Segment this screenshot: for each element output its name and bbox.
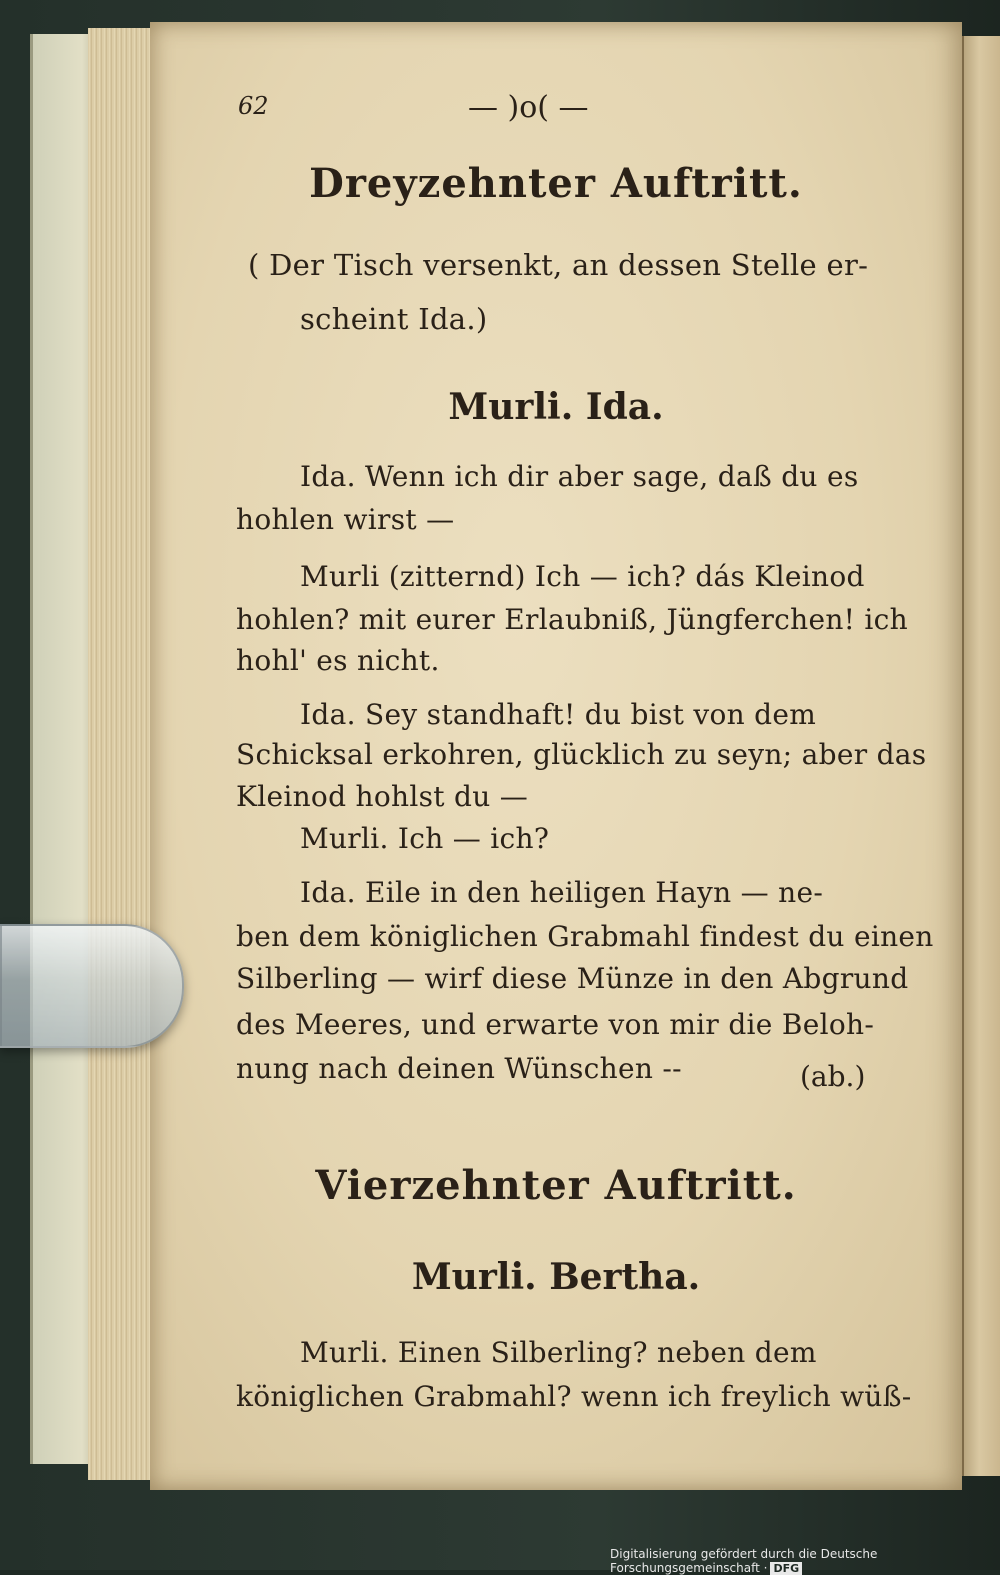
digitization-credit xyxy=(610,1547,998,1575)
text-line: Schicksal erkohren, glücklich zu seyn; aber das xyxy=(236,738,927,771)
page-number: 62 xyxy=(238,92,269,120)
credit-text: Digitalisierung gefördert durch die Deutsche Forschungsgemeinschaft · xyxy=(610,1547,878,1575)
text-line: Murli. Einen Silberling? neben dem xyxy=(300,1336,817,1369)
running-head: — )o( — xyxy=(468,90,589,125)
facing-page-edge xyxy=(962,36,1000,1476)
text-line: hohlen? mit eurer Erlaubniß, Jüngferchen! ich xyxy=(236,603,908,636)
text-line: Murli (zitternd) Ich — ich? dás Kleinod xyxy=(300,560,865,593)
text-line: ben dem königlichen Grabmahl findest du einen xyxy=(236,920,934,953)
page-holder-clip xyxy=(0,924,184,1048)
text-line: Ida. Sey standhaft! du bist von dem xyxy=(300,698,817,731)
scene-heading-13: Dreyzehnter Auftritt. xyxy=(309,160,803,207)
text-line: Murli. Ich — ich? xyxy=(300,822,550,855)
scene-heading-14: Vierzehnter Auftritt. xyxy=(315,1162,797,1209)
text-line: Silberling — wirf diese Münze in den Abgrund xyxy=(236,962,909,995)
text-line: des Meeres, und erwarte von mir die Beloh- xyxy=(236,1008,875,1041)
text-line: Ida. Eile in den heiligen Hayn — ne- xyxy=(300,876,824,909)
text-line: Ida. Wenn ich dir aber sage, daß du es xyxy=(300,460,859,493)
scene-speakers-13: Murli. Ida. xyxy=(448,386,664,428)
stage-direction-line: ( Der Tisch versenkt, an dessen Stelle er- xyxy=(248,248,869,282)
text-line: Kleinod hohlst du — xyxy=(236,780,529,813)
exit-direction: (ab.) xyxy=(800,1060,866,1093)
scene-speakers-14: Murli. Bertha. xyxy=(411,1256,701,1298)
text-line: hohl' es nicht. xyxy=(236,644,440,677)
text-line: königlichen Grabmahl? wenn ich freylich wüß- xyxy=(236,1380,912,1413)
text-line: nung nach deinen Wünschen -- xyxy=(236,1052,682,1085)
text-line: hohlen wirst — xyxy=(236,503,455,536)
dfg-logo: DFG xyxy=(770,1562,802,1575)
stage-direction-line: scheint Ida.) xyxy=(300,302,488,336)
